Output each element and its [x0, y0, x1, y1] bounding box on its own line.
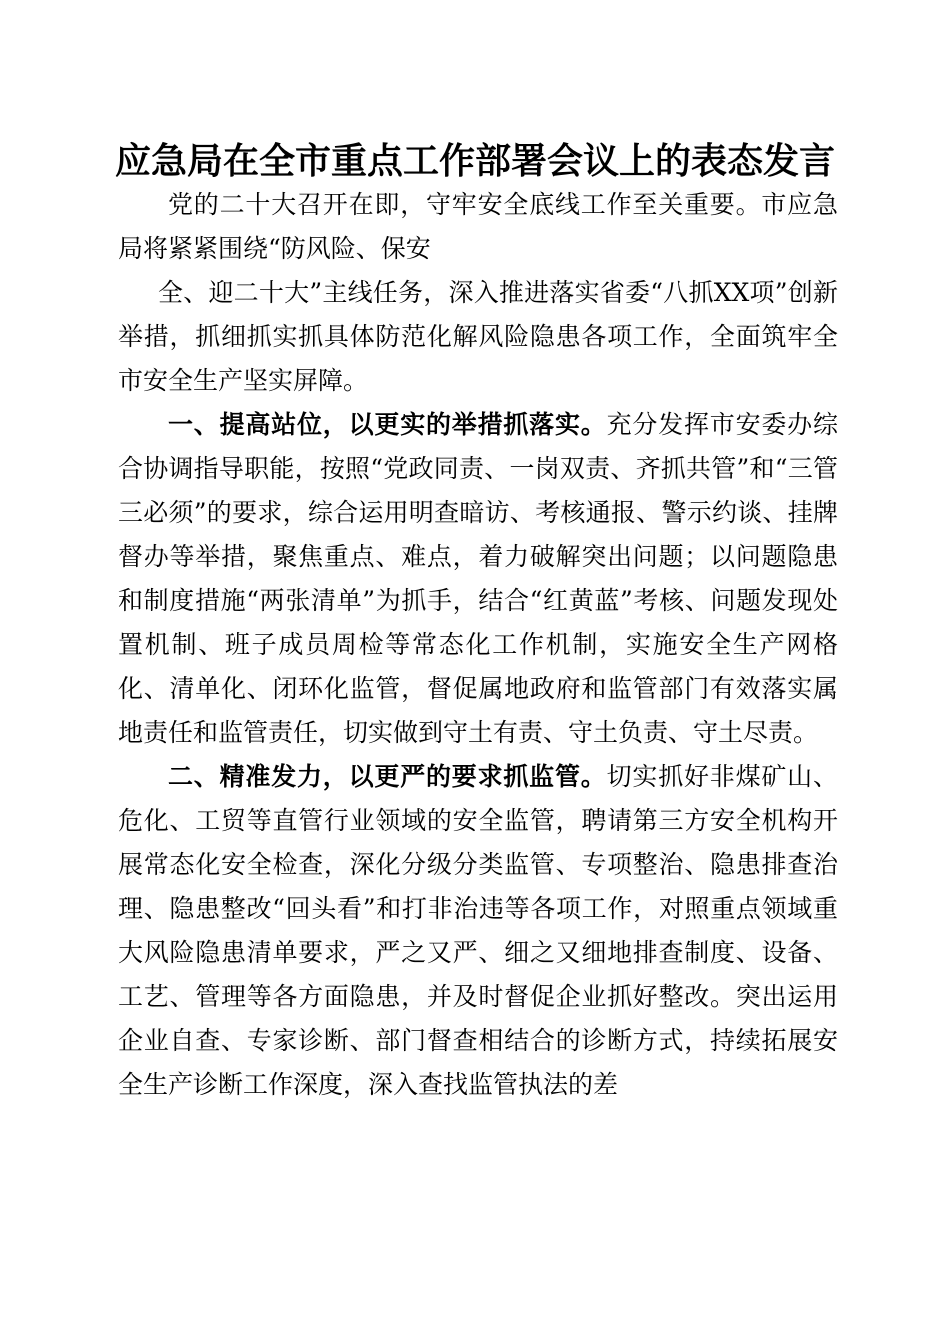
- section-2-text: 切实抓好非煤矿山、危化、工贸等直管行业领域的安全监管，聘请第三方安全机构开展常态化安全检查，深化分级分类监管、专项整治、隐患排查治理、隐患整改“回头看”和打非治违等各项工作，对照重点领域重大风险隐患清单要求，严之又严、细之又细地排查制度、设备、工艺、管理等各方面隐患，并及时督促企业抓好整改。突出运用企业自查、专家诊断、部门督查相结合的诊断方式，持续拓展安全生产诊断工作深度，深入查找监管执法的差: [118, 762, 838, 1099]
- document-title: 应急局在全市重点工作部署会议上的表态发言: [114, 140, 835, 182]
- section-1-paragraph: [118, 403, 838, 755]
- section-2-paragraph: [118, 755, 838, 1107]
- intro-paragraph-part1: 党的二十大召开在即，守牢安全底线工作至关重要。市应急局将紧紧围绕“防风险、保安: [118, 190, 838, 263]
- section-1-heading: 一、提高站位，以更实的举措抓落实。: [168, 410, 607, 439]
- section-1-text: 充分发挥市安委办综合协调指导职能，按照“党政同责、一岗双责、齐抓共管”和“三管三必须”的要求，综合运用明查暗访、考核通报、警示约谈、挂牌督办等举措，聚焦重点、难点，着力破解突出问题；以问题隐患和制度措施“两张清单”为抓手，结合“红黄蓝”考核、问题发现处置机制、班子成员周检等常态化工作机制，实施安全生产网格化、清单化、闭环化监管，督促属地政府和监管部门有效落实属地责任和监管责任，切实做到守土有责、守土负责、守土尽责。: [118, 410, 838, 747]
- intro-paragraph-part2: 全、迎二十大”主线任务，深入推进落实省委“八抓XX项”创新举措，抓细抓实抓具体防范化解风险隐患各项工作，全面筑牢全市安全生产坚实屏障。: [118, 278, 838, 395]
- document-body: [118, 183, 838, 1107]
- section-2-heading: 二、精准发力，以更严的要求抓监管。: [168, 762, 607, 791]
